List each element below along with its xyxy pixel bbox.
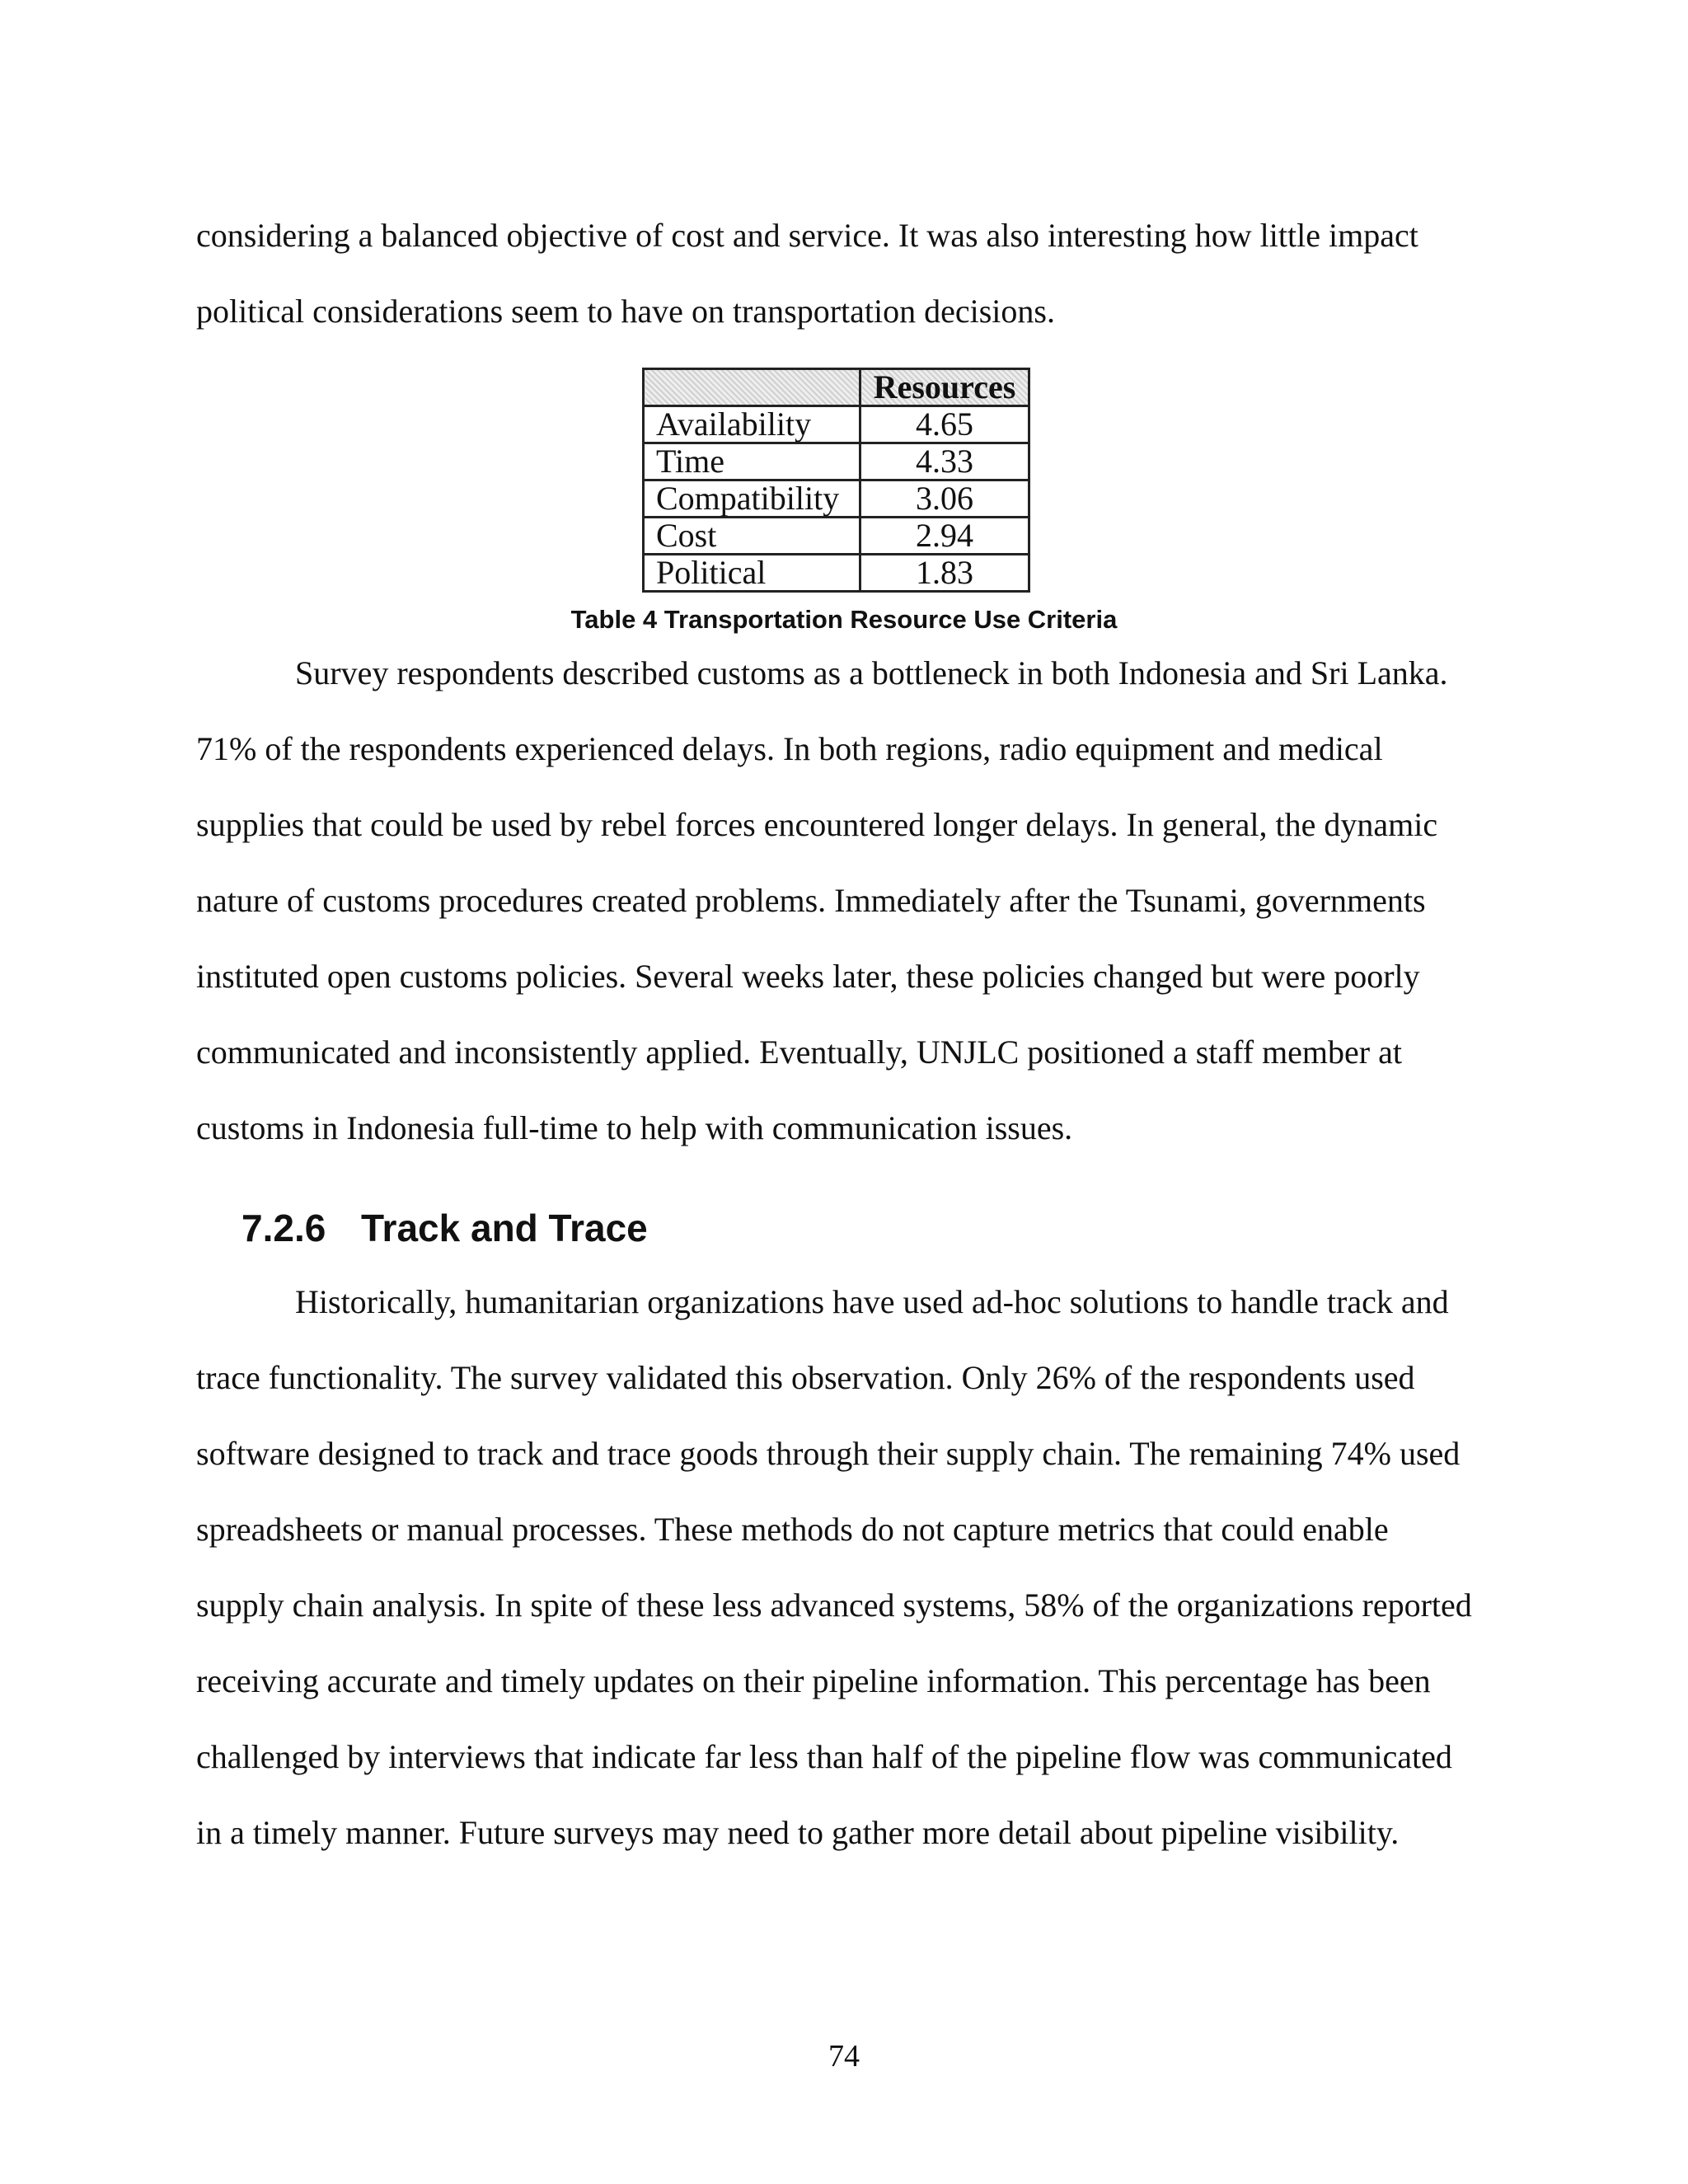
table-row-label: Compatibility [644, 480, 860, 518]
table-row-value: 3.06 [860, 480, 1029, 518]
customs-line-5: instituted open customs policies. Several weeks later, these policies changed but were poorly [196, 958, 1420, 995]
section-heading [241, 1205, 648, 1251]
table-row-label: Availability [644, 406, 860, 443]
table-header-row [644, 369, 1029, 406]
table-row-value: 1.83 [860, 555, 1029, 592]
customs-line-4: nature of customs procedures created problems. Immediately after the Tsunami, governments [196, 882, 1426, 919]
track-line-1: Historically, humanitarian organizations have used ad-hoc solutions to handle track and [295, 1283, 1449, 1320]
page-number: 74 [828, 2039, 860, 2074]
track-line-2: trace functionality. The survey validated this observation. Only 26% of the respondents used [196, 1359, 1415, 1396]
customs-line-7: customs in Indonesia full-time to help with communication issues. [196, 1109, 1073, 1146]
track-line-7: challenged by interviews that indicate far less than half of the pipeline flow was communicated [196, 1738, 1452, 1775]
track-line-4: spreadsheets or manual processes. These methods do not capture metrics that could enable [196, 1511, 1389, 1548]
table-row [644, 518, 1029, 555]
track-line-8: in a timely manner. Future surveys may need to gather more detail about pipeline visibility. [196, 1814, 1400, 1851]
customs-line-1: Survey respondents described customs as a bottleneck in both Indonesia and Sri Lanka. [295, 654, 1448, 691]
table-row-value: 4.65 [860, 406, 1029, 443]
section-number: 7.2.6 [241, 1207, 326, 1249]
track-line-5: supply chain analysis. In spite of these less advanced systems, 58% of the organizations reported [196, 1586, 1472, 1624]
track-line-3: software designed to track and trace goods through their supply chain. The remaining 74% used [196, 1435, 1461, 1472]
section-title: Track and Trace [361, 1207, 648, 1249]
table-header-resources: Resources [860, 369, 1029, 406]
table-row [644, 480, 1029, 518]
table-row-label: Political [644, 555, 860, 592]
table-row-label: Time [644, 443, 860, 480]
table-row [644, 555, 1029, 592]
table-row [644, 443, 1029, 480]
track-line-6: receiving accurate and timely updates on their pipeline information. This percentage has been [196, 1662, 1431, 1699]
table-caption: Table 4 Transportation Resource Use Criteria [570, 605, 1118, 634]
intro-line-2: political considerations seem to have on transportation decisions. [196, 293, 1055, 330]
customs-line-3: supplies that could be used by rebel forces encountered longer delays. In general, the dynamic [196, 806, 1438, 843]
table-row-value: 2.94 [860, 518, 1029, 555]
table-row-value: 4.33 [860, 443, 1029, 480]
table-row [644, 406, 1029, 443]
customs-line-2: 71% of the respondents experienced delays. In both regions, radio equipment and medical [196, 730, 1383, 767]
table-corner-cell [644, 369, 860, 406]
table-row-label: Cost [644, 518, 860, 555]
intro-line-1: considering a balanced objective of cost and service. It was also interesting how little impact [196, 217, 1418, 254]
customs-line-6: communicated and inconsistently applied. Eventually, UNJLC positioned a staff member at [196, 1033, 1402, 1071]
resource-criteria-table [642, 368, 1030, 593]
